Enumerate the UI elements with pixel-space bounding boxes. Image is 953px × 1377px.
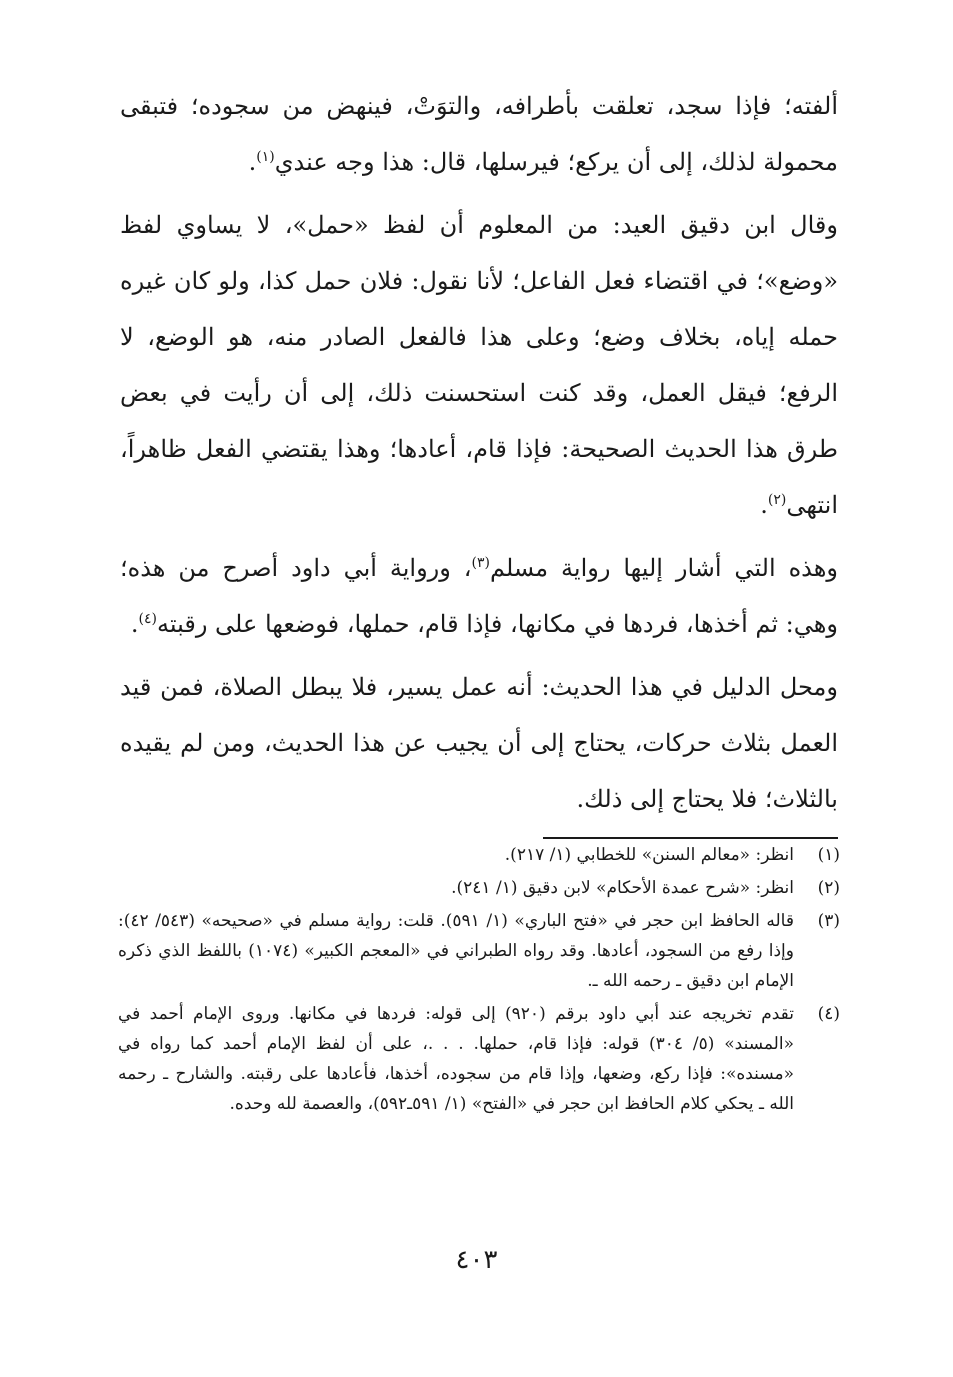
footnote-ref-3[interactable]: (٣) <box>471 555 490 571</box>
footnote-number: (٤) <box>817 1004 840 1024</box>
paragraph-1-tail: . <box>248 148 257 176</box>
footnote-number: (٣) <box>817 911 840 931</box>
paragraph-3-text: وهذه التي أشار إليها رواية مسلم <box>489 554 838 582</box>
paragraph-2-tail: . <box>760 491 768 519</box>
footnote-2 <box>118 873 840 903</box>
footnote-number: (١) <box>817 845 840 865</box>
paragraph-1 <box>120 78 838 190</box>
footnote-ref-4[interactable]: (٤) <box>138 611 157 627</box>
paragraph-3-tail-2: . <box>130 610 139 638</box>
paragraph-1-text: ألفته؛ فإذا سجد، تعلقت بأطرافه، والتوَتْ، فينهض من سجوده؛ فتبقى محمولة لذلك، إلى أن يركع؛ فيرسلها، قال: هذا وجه عندي <box>120 92 838 176</box>
footnote-number: (٢) <box>817 878 840 898</box>
footnotes-section <box>118 840 840 1122</box>
footnote-text: تقدم تخريجه عند أبي داود برقم (٩٢٠) إلى قوله: فردها في مكانها. وروى الإمام أحمد في «المسند» (٥/ ٣٠٤) قوله: فإذا قام، حملها. . . .، على أن لفظ الإمام أحمد كما رواه في «مسنده»: فإذا ركع، وضعها، وإذا قام من سجوده، أخذها، فأعادها على رقبته. والشارح ـ رحمه الله ـ يحكي كلام الحافظ ابن حجر في «الفتح» (١/ ٥٩١ـ٥٩٢)، والعصمة لله وحده. <box>118 1004 795 1114</box>
footnote-divider <box>543 837 838 839</box>
footnote-1 <box>118 840 840 870</box>
footnote-ref-1[interactable]: (١) <box>256 149 275 165</box>
footnote-ref-2[interactable]: (٢) <box>767 492 787 508</box>
footnote-4 <box>118 999 840 1119</box>
paragraph-2 <box>120 197 838 533</box>
footnote-3 <box>118 906 840 996</box>
main-text <box>120 78 838 827</box>
paragraph-3-tail: ، ورواية أبي داود أصرح من هذه؛ وهي: ثم أخذها، فردها في مكانها، فإذا قام، حملها، فوضعها على رقبته <box>120 554 838 638</box>
page-number: ٤٠٣ <box>455 1245 498 1275</box>
paragraph-3 <box>120 540 838 652</box>
footnote-text: انظر: «معالم السنن» للخطابي (١/ ٢١٧). <box>504 845 794 865</box>
paragraph-4-text: ومحل الدليل في هذا الحديث: أنه عمل يسير، فلا يبطل الصلاة، فمن قيد العمل بثلاث حركات، يحتاج إلى أن يجيب عن هذا الحديث، ومن لم يقيده بالثلاث؛ فلا يحتاج إلى ذلك. <box>120 673 838 813</box>
footnote-text: انظر: «شرح عمدة الأحكام» لابن دقيق (١/ ٢٤١). <box>451 878 794 898</box>
paragraph-4 <box>120 659 838 827</box>
paragraph-2-text: وقال ابن دقيق العيد: من المعلوم أن لفظ «حمل»، لا يساوي لفظ «وضع»؛ في اقتضاء فعل الفاعل؛ لأنا نقول: فلان حمل كذا، ولو كان غيره حمله إياه، بخلاف وضع؛ وعلى هذا فالفعل الصادر منه، هو الوضع، لا الرفع؛ فيقل العمل، وقد كنت استحسنت ذلك، إلى أن رأيت في بعض طرق هذا الحديث الصحيحة: فإذا قام، أعادها؛ وهذا يقتضي الفعل ظاهراً، انتهى <box>120 211 838 519</box>
footnote-text: قاله الحافظ ابن حجر في «فتح الباري» (١/ ٥٩١). قلت: رواية مسلم في «صحيحه» (٥٤٣/ ٤٢): وإذا رفع من السجود، أعادها. وقد رواه الطبراني في «المعجم الكبير» (١٠٧٤) باللفظ الذي ذكره الإمام ابن دقيق ـ رحمه الله ـ. <box>118 911 794 991</box>
